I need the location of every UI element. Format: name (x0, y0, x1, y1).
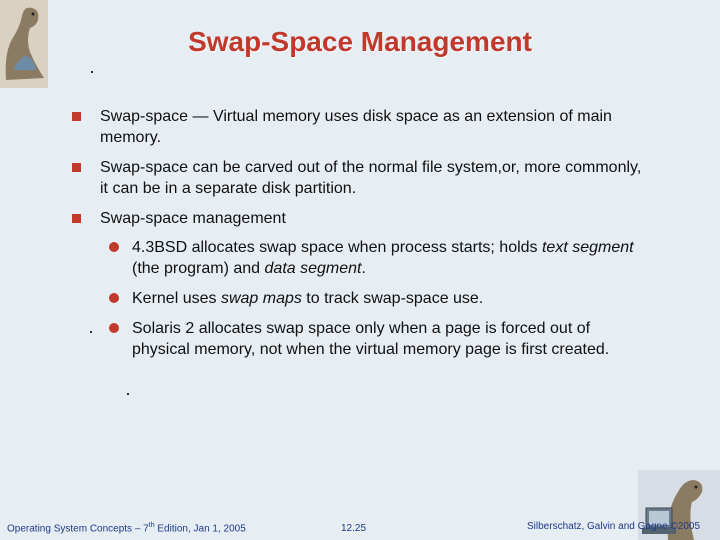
bullet-text: Swap-space management (100, 210, 286, 227)
sub-text: 4.3BSD allocates swap space when process starts; holds text segment (the program) and data segment. (132, 239, 634, 277)
bullet-item (72, 157, 652, 199)
bullet-square-icon (72, 163, 81, 172)
sub-text: Kernel uses swap maps to track swap-space use. (132, 290, 484, 307)
sub-text: Solaris 2 allocates swap space only when a page is forced out of physical memory, not when the virtual memory page is first created. (132, 320, 610, 358)
footer-book-title: Operating System Concepts – 7th Edition, Jan 1, 2005 (7, 521, 246, 534)
sub-bullet-item (72, 237, 652, 279)
slide-content (72, 106, 652, 369)
bullet-dot-icon (109, 242, 119, 252)
bullet-square-icon (72, 214, 81, 223)
bullet-text: Swap-space — Virtual memory uses disk space as an extension of main memory. (100, 108, 612, 146)
stray-dot (127, 393, 129, 395)
stray-dot (90, 331, 92, 333)
sub-bullet-item (72, 288, 652, 309)
bullet-dot-icon (109, 293, 119, 303)
bullet-text: Swap-space can be carved out of the normal file system,or, more commonly, it can be in a separate disk partition. (100, 159, 642, 197)
bullet-square-icon (72, 112, 81, 121)
bullet-dot-icon (109, 323, 119, 333)
slide-title: Swap-Space Management (188, 26, 532, 57)
footer-slide-number: 12.25 (341, 523, 367, 534)
sub-bullet-item (72, 318, 652, 360)
footer-copyright: Silberschatz, Galvin and Gagne ©2005 (527, 521, 701, 532)
bullet-item (72, 208, 652, 229)
stray-dot (91, 71, 93, 73)
bullet-item (72, 106, 652, 148)
